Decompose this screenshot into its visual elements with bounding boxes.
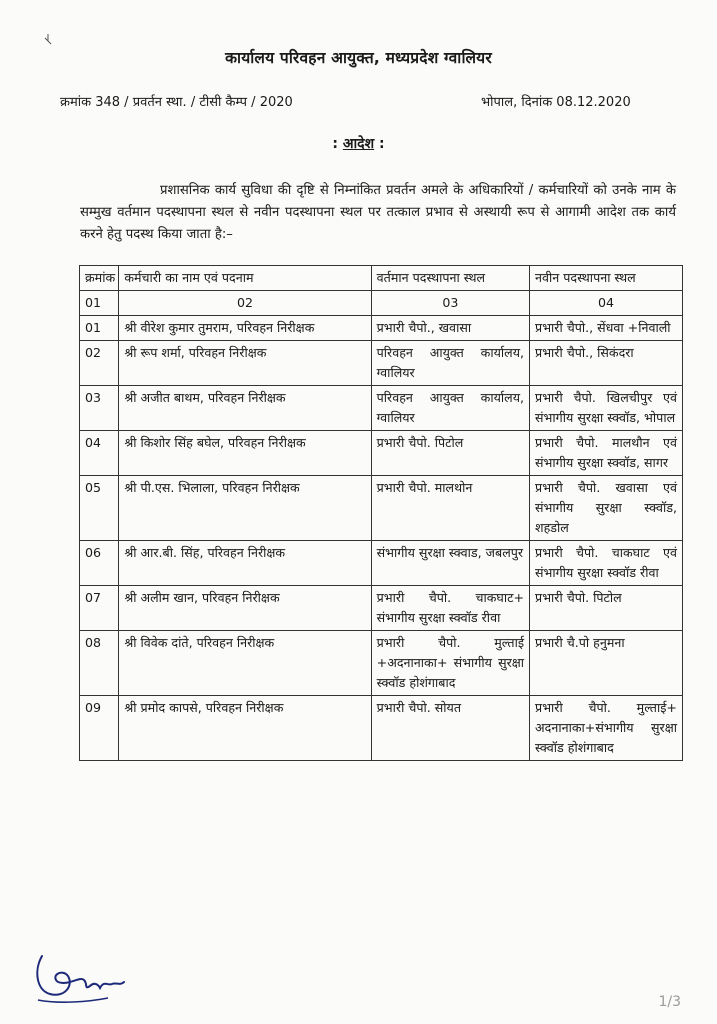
- new-posting-cell: प्रभारी चैपो. खवासा एवं संभागीय सुरक्षा स्क्वॉड, शहडोल: [530, 476, 683, 541]
- table-row: [80, 341, 683, 386]
- employee-name-cell: श्री रूप शर्मा, परिवहन निरीक्षक: [119, 341, 371, 386]
- new-posting-cell: प्रभारी चैपो. मुल्ताई+ अदनानाका+संभागीय सुरक्षा स्क्वॉड होशंगाबाद: [530, 696, 683, 761]
- current-posting-cell: प्रभारी चैपो. मालथोन: [371, 476, 529, 541]
- table-header-row: [80, 266, 683, 291]
- serial-number-cell: 07: [80, 586, 119, 631]
- employee-name-cell: श्री अजीत बाथम, परिवहन निरीक्षक: [119, 386, 371, 431]
- table-column-number-row: [80, 291, 683, 316]
- employee-name-cell: श्री पी.एस. भिलाला, परिवहन निरीक्षक: [119, 476, 371, 541]
- column-number: 01: [80, 291, 119, 316]
- current-posting-cell: प्रभारी चैपो. पिटोल: [371, 431, 529, 476]
- new-posting-cell: प्रभारी चैपो., सिकंदरा: [530, 341, 683, 386]
- employee-name-cell: श्री वीरेश कुमार तुमराम, परिवहन निरीक्षक: [119, 316, 371, 341]
- employee-name-cell: श्री प्रमोद कापसे, परिवहन निरीक्षक: [119, 696, 371, 761]
- current-posting-cell: प्रभारी चैपो. चाकघाट+ संभागीय सुरक्षा स्क्वॉड रीवा: [371, 586, 529, 631]
- column-number: 04: [530, 291, 683, 316]
- transfer-table: [79, 265, 683, 761]
- serial-number-cell: 02: [80, 341, 119, 386]
- current-posting-cell: प्रभारी चैपो. मुल्ताई +अदनानाका+ संभागीय सुरक्षा स्क्वॉड होशंगाबाद: [371, 631, 529, 696]
- order-heading: [0, 134, 717, 153]
- serial-number-cell: 05: [80, 476, 119, 541]
- header-current-posting: वर्तमान पदस्थापना स्थल: [371, 266, 529, 291]
- serial-number-cell: 09: [80, 696, 119, 761]
- new-posting-cell: प्रभारी चैपो., सेंधवा +निवाली: [530, 316, 683, 341]
- employee-name-cell: श्री आर.बी. सिंह, परिवहन निरीक्षक: [119, 541, 371, 586]
- serial-number-cell: 06: [80, 541, 119, 586]
- corner-mark: [44, 34, 52, 46]
- current-posting-cell: परिवहन आयुक्त कार्यालय, ग्वालियर: [371, 386, 529, 431]
- serial-number-cell: 08: [80, 631, 119, 696]
- table-row: [80, 586, 683, 631]
- office-title: कार्यालय परिवहन आयुक्त, मध्यप्रदेश ग्वालियर: [225, 49, 492, 67]
- header-name: कर्मचारी का नाम एवं पदनाम: [119, 266, 371, 291]
- order-heading-text: आदेश: [342, 136, 375, 152]
- new-posting-cell: प्रभारी चैपो. मालथौन एवं संभागीय सुरक्षा स्क्वॉड, सागर: [530, 431, 683, 476]
- table-row: [80, 631, 683, 696]
- serial-number-cell: 04: [80, 431, 119, 476]
- place-date: भोपाल, दिनांक 08.12.2020: [481, 95, 631, 110]
- table-row: [80, 386, 683, 431]
- employee-name-cell: श्री अलीम खान, परिवहन निरीक्षक: [119, 586, 371, 631]
- header-serial: क्रमांक: [80, 266, 119, 291]
- new-posting-cell: प्रभारी चैपो. खिलचीपुर एवं संभागीय सुरक्षा स्क्वॉड, भोपाल: [530, 386, 683, 431]
- header-new-posting: नवीन पदस्थापना स्थल: [530, 266, 683, 291]
- signature: [28, 946, 138, 1006]
- column-number: 02: [119, 291, 371, 316]
- order-heading-suffix: :: [374, 136, 385, 152]
- table-row: [80, 316, 683, 341]
- serial-number-cell: 01: [80, 316, 119, 341]
- current-posting-cell: संभागीय सुरक्षा स्क्वाड, जबलपुर: [371, 541, 529, 586]
- table-row: [80, 431, 683, 476]
- new-posting-cell: प्रभारी चै.पो हनुमना: [530, 631, 683, 696]
- order-heading-prefix: :: [332, 136, 343, 152]
- employee-name-cell: श्री विवेक दांते, परिवहन निरीक्षक: [119, 631, 371, 696]
- serial-number-cell: 03: [80, 386, 119, 431]
- current-posting-cell: परिवहन आयुक्त कार्यालय, ग्वालियर: [371, 341, 529, 386]
- order-paragraph: प्रशासनिक कार्य सुविधा की दृष्टि से निम्नांकित प्रवर्तन अमले के अधिकारियों / कर्मचारियों को उनके नाम के सम्मुख वर्तमान पदस्थापना स्थल से नवीन पदस्थापना स्थल पर तत्काल प्रभाव से अस्थायी रूप से आगामी आदेश तक कार्य करने हेतु पदस्थ किया जाता है:–: [80, 183, 676, 242]
- new-posting-cell: प्रभारी चैपो. पिटोल: [530, 586, 683, 631]
- new-posting-cell: प्रभारी चैपो. चाकघाट एवं संभागीय सुरक्षा स्क्वॉड रीवा: [530, 541, 683, 586]
- table-row: [80, 696, 683, 761]
- column-number: 03: [371, 291, 529, 316]
- table-row: [80, 476, 683, 541]
- table-row: [80, 541, 683, 586]
- reference-number: क्रमांक 348 / प्रवर्तन स्था. / टीसी कैम्प / 2020: [60, 95, 293, 110]
- current-posting-cell: प्रभारी चैपो. सोयत: [371, 696, 529, 761]
- page-number: 1/3: [658, 994, 681, 1010]
- current-posting-cell: प्रभारी चैपो., खवासा: [371, 316, 529, 341]
- employee-name-cell: श्री किशोर सिंह बघेल, परिवहन निरीक्षक: [119, 431, 371, 476]
